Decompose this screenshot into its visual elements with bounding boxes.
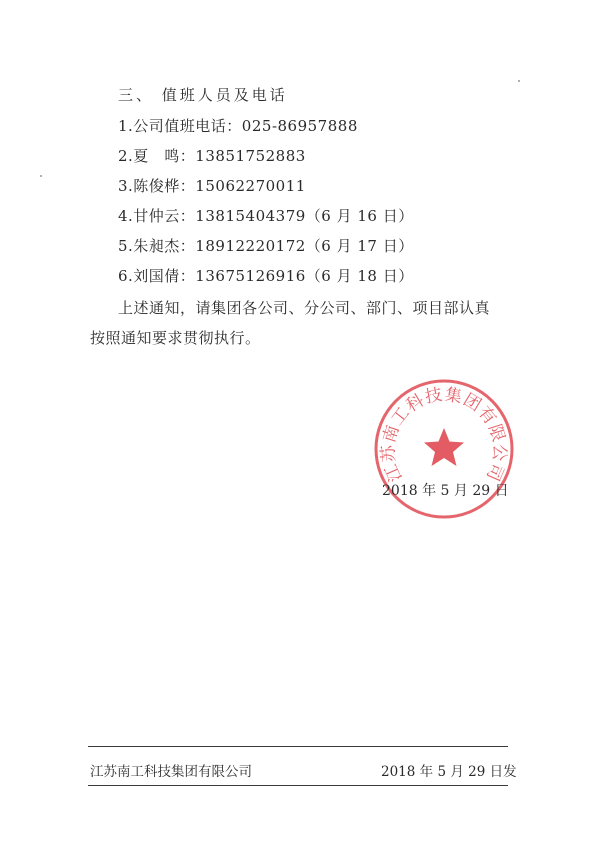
scan-speck bbox=[40, 175, 42, 177]
contact-duty-phone: 1.公司值班电话：025-86957888 bbox=[118, 117, 358, 135]
signature-date: 2018 年 5 月 29 日 bbox=[382, 483, 509, 499]
footer-issued-date: 2018 年 5 月 29 日发 bbox=[381, 764, 517, 780]
seal-star-icon bbox=[424, 428, 464, 466]
contact-item: 6.刘国倩：13675126916（6 月 18 日） bbox=[118, 267, 414, 285]
contact-item: 3.陈俊桦：15062270011 bbox=[118, 177, 306, 195]
footer-rule-bottom bbox=[88, 785, 508, 786]
contact-item: 4.甘仲云：13815404379（6 月 16 日） bbox=[118, 207, 414, 225]
notice-line-2: 按照通知要求贯彻执行。 bbox=[90, 329, 261, 347]
section-title: 三、 值班人员及电话 bbox=[118, 86, 288, 104]
contact-item: 2.夏 鸣：13851752883 bbox=[118, 147, 306, 165]
contact-item: 5.朱昶杰：18912220172（6 月 17 日） bbox=[118, 237, 414, 255]
notice-line-1: 上述通知，请集团各公司、分公司、部门、项目部认真 bbox=[118, 299, 491, 317]
svg-text:江苏南工科技集团有限公司: 江苏南工科技集团有限公司 bbox=[378, 384, 510, 485]
footer-rule-top bbox=[88, 746, 508, 747]
footer-company: 江苏南工科技集团有限公司 bbox=[90, 764, 252, 780]
scan-speck bbox=[518, 80, 520, 82]
